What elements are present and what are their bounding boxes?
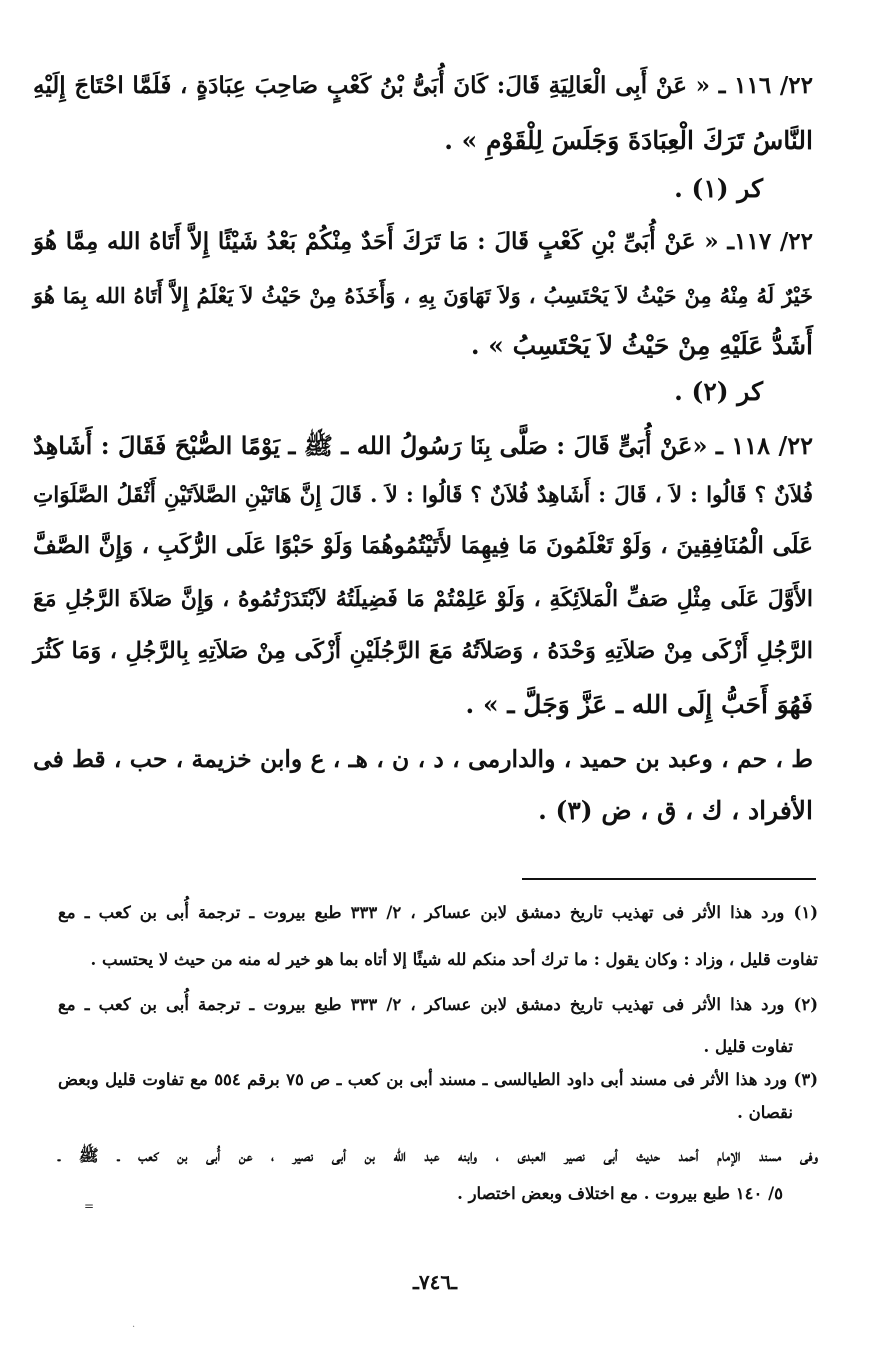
- entry-118-line-5: الرَّجُلِ أَزْكَى مِنْ صَلاَتِهِ وَحْدَهُ ، وَصَلاَتُهُ مَعَ الرَّجُلَيْنِ أَزْكَى مِنْ صَلاَتِهِ بِالرَّجُلِ ، وَمَا كَثُرَ: [33, 638, 813, 664]
- entry-116-line-2: النَّاسُ تَرَكَ الْعِبَادَةَ وَجَلَسَ لِلْقَوْمِ » .: [444, 126, 813, 155]
- entry-117-line-3: أَشَدُّ عَلَيْهِ مِنْ حَيْثُ لاَ يَحْتَسِبُ » .: [470, 331, 813, 360]
- footnote-1-line-1: (١) ورد هذا الأثر فى تهذيب تاريخ دمشق لابن عساكر ، ٢/ ٣٣٣ طبع بيروت ـ ترجمة أُبى بن كعب ـ مع: [58, 903, 818, 922]
- footnote-2-line-2: تفاوت قليل .: [703, 1037, 793, 1056]
- margin-mark: =: [84, 1199, 95, 1213]
- page-speck: ·: [132, 1322, 136, 1333]
- entry-118-source-line-1: ط ، حم ، وعبد بن حميد ، والدارمى ، د ، ن ، هـ ، ع وابن خزيمة ، حب ، قط فى: [33, 745, 813, 773]
- entry-117-line-1: ٢٢/ ١١٧ـ « عَنْ أُبَىِّ بْنِ كَعْبٍ قَالَ : مَا تَرَكَ أَحَدٌ مِنْكُمْ بَعْدُ شَيْئًا إِلاَّ أَتَاهُ الله مِمَّا هُوَ: [33, 228, 813, 255]
- entry-118-line-6: فَهُوَ أَحَبُّ إِلَى الله ـ عَزَّ وَجَلَّ ـ » .: [465, 690, 813, 719]
- entry-116-line-1: ٢٢/ ١١٦ ـ « عَنْ أَبِى الْعَالِيَةِ قَالَ: كَانَ أُبَىُّ بْنُ كَعْبٍ صَاحِبَ عِبَادَةٍ ، فَلَمَّا احْتَاجَ إِلَيْهِ: [33, 72, 813, 99]
- entry-118-source-line-2: الأفراد ، ك ، ق ، ض (٣) .: [538, 796, 813, 825]
- footnote-1-line-2: تفاوت قليل ، وزاد : وكان يقول : ما ترك أحد منكم لله شيئًا إلا أتاه بما هو خير له منه من حيث لا يحتسب .: [90, 950, 818, 969]
- footnote-2-line-1: (٢) ورد هذا الأثر فى تهذيب تاريخ دمشق لابن عساكر ، ٢/ ٣٣٣ طبع بيروت ـ ترجمة أُبى بن كعب ـ مع: [58, 995, 818, 1014]
- entry-118-line-3: عَلَى الْمُنَافِقِينَ ، وَلَوْ تَعْلَمُونَ مَا فِيهِمَا لأَتَيْتُمُوهُمَا وَلَوْ حَبْوًا عَلَى الرُّكَبِ ، وَإِنَّ الصَّفَّ: [33, 532, 813, 559]
- footnote-3-cont-line-1: وفى مسند الإمام أحمد حديث أبى نصير العبدى ، وابنه عبد الله بن أبى نصير ، عن أُبى بن كعب ـ ﷺ ـ: [58, 1146, 818, 1165]
- entry-117-line-2: خَيْرٌ لَهُ مِنْهُ مِنْ حَيْثُ لاَ يَحْتَسِبُ ، وَلاَ تَهَاوَنَ بِهِ ، وَأَخَذَهُ مِنْ حَيْثُ لاَ يَعْلَمُ إِلاَّ أَتَاهُ الله بِمَا هُوَ: [33, 283, 813, 308]
- footnote-3-cont-line-2: ٥/ ١٤٠ طبع بيروت . مع اختلاف وبعض اختصار .: [457, 1184, 783, 1203]
- footnote-separator: [522, 878, 816, 880]
- footnote-3-line-1: (٣) ورد هذا الأثر فى مسند أبى داود الطيالسى ـ مسند أبى بن كعب ـ ص ٧٥ برقم ٥٥٤ مع تفاوت قليل وبعض: [58, 1070, 819, 1089]
- page-number: ـ٧٤٦ـ: [413, 1270, 457, 1294]
- footnote-3-line-2: نقصان .: [737, 1103, 793, 1122]
- entry-116-source: كر (١) .: [674, 174, 763, 203]
- entry-118-line-1: ٢٢/ ١١٨ ـ «عَنْ أُبَىٍّ قَالَ : صَلَّى بِنَا رَسُولُ الله ـ ﷺ ـ يَوْمًا الصُّبْحَ فَقَالَ : أَشَاهِدٌ: [33, 431, 813, 460]
- entry-118-line-2: فُلاَنٌ ؟ قَالُوا : لاَ ، قَالَ : أَشَاهِدٌ فُلاَنٌ ؟ قَالُوا : لاَ . قَالَ إِنَّ هَاتَيْنِ الصَّلاَتَيْنِ أَثْقَلُ الصَّلَوَاتِ: [33, 483, 813, 508]
- entry-117-source: كر (٢) .: [674, 377, 763, 406]
- entry-118-line-4: الأَوَّلَ عَلَى مِثْلِ صَفِّ الْمَلاَئِكَةِ ، وَلَوْ عَلِمْتُمْ مَا فَضِيلَتُهُ لاَبْتَدَرْتُمُوهُ ، وَإِنَّ صَلاَةَ الرَّجُلِ مَعَ: [33, 586, 813, 612]
